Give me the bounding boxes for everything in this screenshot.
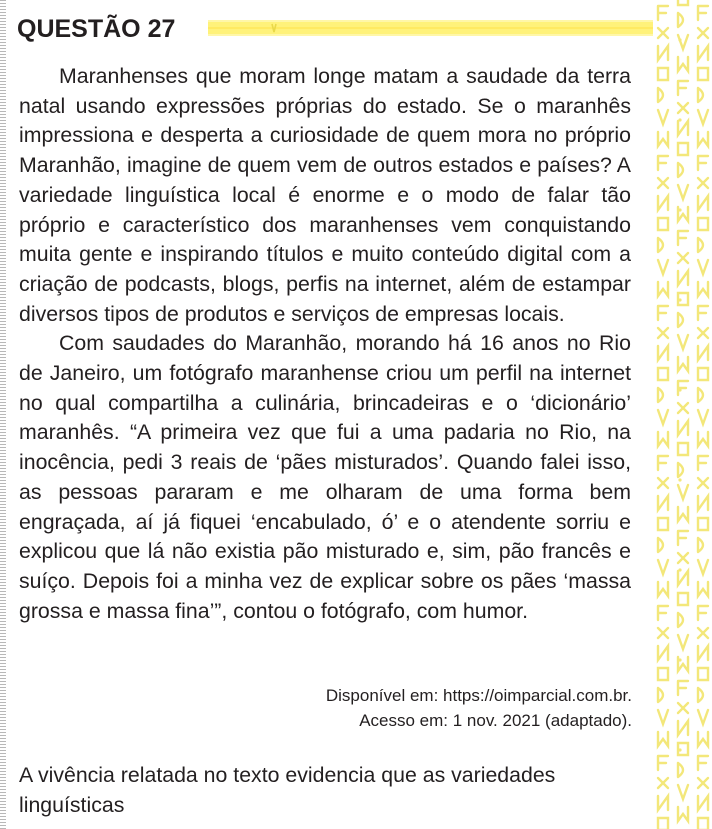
question-stem: A vivência relatada no texto evidencia que as variedades linguísticas bbox=[19, 763, 556, 817]
left-border-decoration bbox=[0, 0, 6, 829]
question-number: QUESTÃO 27 bbox=[17, 15, 176, 43]
header-highlight-bar bbox=[208, 16, 653, 40]
side-decoration bbox=[650, 0, 712, 829]
text-paragraph: Com saudades do Maranhão, morando há 16 anos no Rio de Janeiro, um fotógrafo maranhense criou um perfil na internet no qual compartilha a culinária, brincadeiras e o ‘dicionário’ maranhês. “A primeira vez que fui a uma padaria no Rio, na inocência, pedi 3 reais de ‘pães misturados’. Quando falei isso, as pessoas pararam e me olharam de uma forma bem engraçada, aí já fiquei ‘encabulado, ó’ e o atendente sorriu e explicou que lá não existia pão misturado e, sim, pão francês e suíço. Depois foi a minha vez de explicar sobre os pães ‘massa grossa e massa fina’”, contou o fotógrafo, com humor. bbox=[19, 331, 631, 623]
source-access-line: Acesso em: 1 nov. 2021 (adaptado). bbox=[359, 711, 632, 730]
source-url-line: Disponível em: https://oimparcial.com.br. bbox=[325, 686, 632, 705]
source-citation bbox=[72, 683, 632, 733]
text-paragraph: Maranhenses que moram longe matam a saudade da terra natal usando expressões próprias do estado. Se o maranhês impressiona e desperta a curiosidade de quem mora no próprio Maranhão, imagine de quem vem de outros estados e países? A variedade linguística local é enorme e o modo de falar tão próprio e característico dos maranhenses vem conquistando muita gente e inspirando títulos e muito conteúdo digital com a criação de podcasts, blogs, perfis na internet, além de estampar diversos tipos de produtos e serviços de empresas locais. bbox=[19, 64, 631, 326]
text-body bbox=[19, 62, 631, 626]
side-pattern bbox=[650, 0, 712, 829]
question-header bbox=[17, 12, 647, 46]
